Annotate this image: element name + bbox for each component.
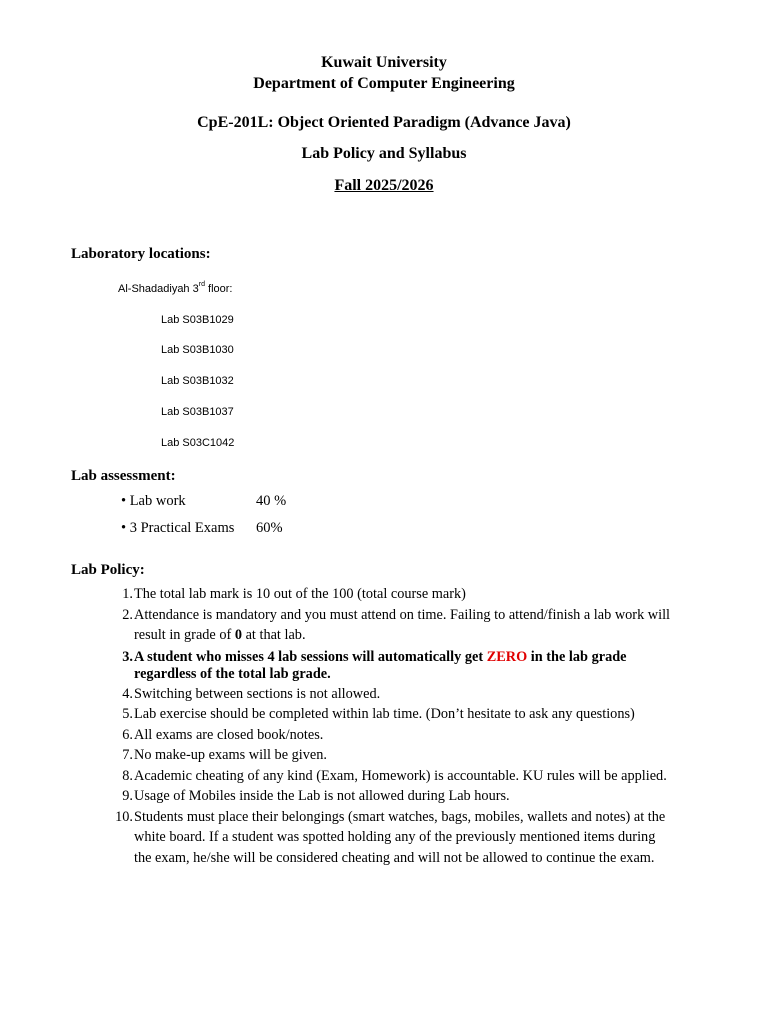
lab-room: Lab S03B1030 (161, 344, 234, 356)
policy-text: A student who misses 4 lab sessions will automatically get (134, 648, 487, 665)
lab-room: Lab S03B1032 (161, 375, 234, 387)
policy-text: No make-up exams will be given. (134, 747, 327, 763)
lab-room: Lab S03B1029 (161, 314, 234, 326)
policy-item (71, 584, 711, 605)
locations-heading: Laboratory locations: (71, 246, 211, 262)
policy-number: 10. (115, 808, 133, 825)
policy-number: 9. (122, 788, 133, 804)
policy-text: Usage of Mobiles inside the Lab is not allowed during Lab hours. (134, 788, 510, 804)
assessment-value: 40 % (256, 493, 287, 509)
policy-text: The total lab mark is 10 out of the 100 (total course mark) (134, 586, 466, 602)
policy-item (71, 766, 711, 787)
building-sup: rd (198, 281, 205, 289)
policy-grade-zero: 0 (234, 627, 242, 643)
policy-list (71, 584, 711, 868)
policy-text: the exam, he/she will be considered cheating and will not be allowed to continue the exam. (134, 849, 655, 866)
assessment-value: 60% (256, 520, 283, 536)
policy-item (71, 704, 711, 725)
policy-text: result in grade of (134, 627, 235, 643)
policy-number: 4. (122, 685, 133, 702)
policy-item (71, 745, 711, 766)
policy-heading: Lab Policy: (71, 562, 145, 578)
assessment-label: • Lab work (121, 493, 186, 509)
policy-item (71, 807, 711, 869)
zero-highlight: ZERO (486, 648, 528, 665)
policy-text: in the lab grade (527, 648, 627, 665)
policy-text: Academic cheating of any kind (Exam, Homework) is accountable. KU rules will be applied. (134, 767, 667, 784)
policy-item (71, 605, 711, 646)
policy-number: 5. (122, 706, 133, 722)
policy-text: Switching between sections is not allowed. (134, 685, 381, 702)
building-prefix: Al-Shadadiyah 3 (118, 283, 199, 295)
term-label (0, 177, 768, 195)
policy-number: 6. (122, 726, 133, 743)
building-suffix: floor: (204, 283, 233, 295)
lab-room: Lab S03C1042 (161, 437, 235, 449)
assessment-label: • 3 Practical Exams (121, 520, 235, 536)
document-title: Lab Policy and Syllabus (301, 145, 467, 162)
policy-item (71, 684, 711, 705)
building-floor (118, 283, 232, 295)
department-name: Department of Computer Engineering (253, 75, 515, 92)
policy-text: Lab exercise should be completed within lab time. (Don’t hesitate to ask any questions) (134, 706, 635, 722)
lab-room: Lab S03B1037 (161, 406, 234, 418)
policy-number: 3. (122, 648, 133, 665)
term-text: Fall 2025/2026 (334, 177, 434, 194)
policy-text: Attendance is mandatory and you must attend on time. Failing to attend/finish a lab work will (134, 606, 671, 623)
assessment-heading: Lab assessment: (71, 468, 176, 484)
policy-number: 8. (122, 767, 133, 784)
university-name: Kuwait University (321, 54, 447, 71)
policy-item (71, 786, 711, 807)
policy-item (71, 646, 711, 684)
policy-text: Students must place their belongings (smart watches, bags, mobiles, wallets and notes) at the (134, 808, 666, 825)
policy-text: All exams are closed book/notes. (134, 726, 324, 743)
policy-item (71, 725, 711, 746)
policy-number: 7. (122, 747, 133, 763)
course-title: CpE-201L: Object Oriented Paradigm (Advance Java) (197, 114, 571, 131)
policy-text: regardless of the total lab grade. (134, 665, 331, 682)
policy-text: at that lab. (242, 627, 306, 643)
policy-text: white board. If a student was spotted holding any of the previously mentioned items during (134, 829, 656, 845)
policy-number: 2. (122, 606, 133, 623)
policy-number: 1. (122, 586, 133, 602)
